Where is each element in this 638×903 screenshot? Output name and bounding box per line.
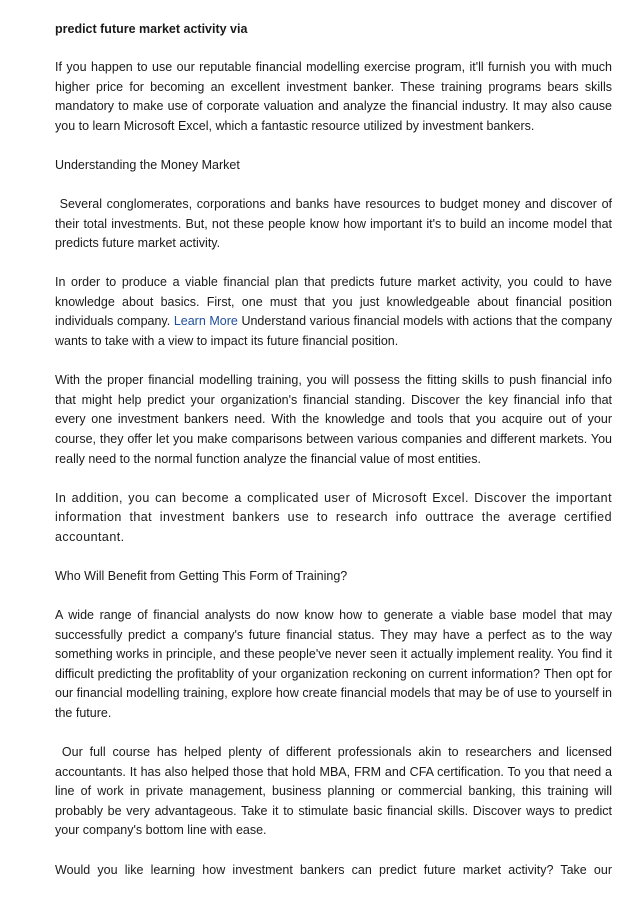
paragraph-full-course: Our full course has helped plenty of different professionals akin to researchers and licensed accountants. It has also helped those that hold MBA, FRM and CFA certification. To you that need a line of work in private management, business planning or commercial banking, this training will probably be very advantageous. Take it to stimulate basic financial skills. Discover ways to predict your company's bottom line with ease. bbox=[55, 745, 616, 838]
paragraph-viable-plan-text-start: In order to produce a viable financial plan that predicts future market activity, you could to have knowledge about basics. First, one must that you just knowledgeable about financial position individuals company. bbox=[55, 275, 612, 329]
document-title: predict future market activity via bbox=[55, 22, 248, 36]
paragraph-intro: If you happen to use our reputable financial modelling exercise program, it'll furnish you with much higher price for becoming an excellent investment banker. These training programs bears skills mandatory to make use of corporate valuation and analyze the financial industry. It may also cause you to learn Microsoft Excel, which a fantastic resource utilized by investment bankers. bbox=[55, 60, 612, 133]
section-heading-who-benefits: Who Will Benefit from Getting This Form of Training? bbox=[55, 568, 348, 583]
learn-more-link[interactable]: Learn More bbox=[173, 314, 238, 329]
section-heading-money-market: Understanding the Money Market bbox=[55, 157, 240, 172]
document-page bbox=[55, 20, 616, 900]
paragraph-analysts: A wide range of financial analysts do now know how to generate a viable base model that may successfully predict a company's future financial status. They may have a perfect as to the way something works in principle, and these people've never seen it actually implement reality. You find it difficult predicting the profitablity of your organization reckoning on current information? Then opt for our financial modelling training, explore how create financial models that may be of use to yourself in the future. bbox=[55, 607, 612, 720]
paragraph-conglomerates: Several conglomerates, corporations and banks have resources to budget money and discover of their total investments. But, not these people know how important it's to build an income model that predicts future market activity. bbox=[55, 196, 616, 251]
paragraph-proper-training: With the proper financial modelling training, you will possess the fitting skills to push financial info that might help predict your organization's financial standing. Discover the key financial info that every one investment bankers need. With the knowledge and tools that you acquire out of your course, they offer let you make comparisons between various companies and different markets. You really need to the normal function analyze the financial value of most entities. bbox=[55, 373, 612, 466]
paragraph-closing: Would you like learning how investment bankers can predict future market activity? Take our bbox=[55, 862, 612, 877]
paragraph-excel: In addition, you can become a complicated user of Microsoft Excel. Discover the important information that investment bankers use to research info outtrace the average certified accountant. bbox=[55, 490, 612, 544]
paragraph-viable-plan bbox=[55, 273, 612, 351]
paragraph-viable-plan-text-end: Understand various financial models with actions that the company wants to take with a view to impact its future financial position. bbox=[55, 314, 612, 349]
